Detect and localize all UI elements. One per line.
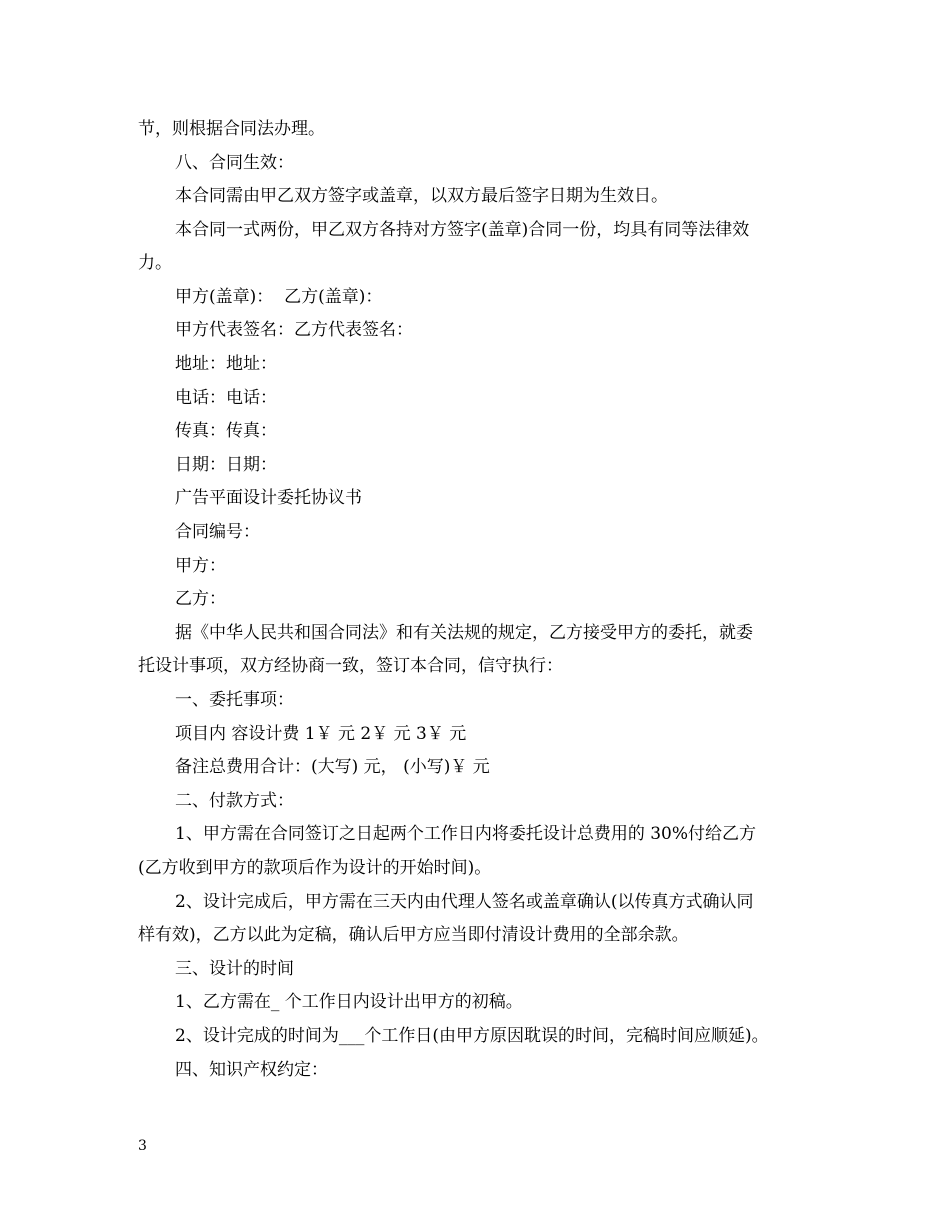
signature-line: 传真：传真： <box>175 421 277 441</box>
paragraph-line: 1、乙方需在_ 个工作日内设计出甲方的初稿。 <box>175 992 523 1012</box>
page-number: 3 <box>138 1138 147 1154</box>
paragraph-line: (乙方收到甲方的款项后作为设计的开始时间)。 <box>138 858 492 878</box>
paragraph-line: 2、设计完成的时间为___个工作日(由甲方原因耽误的时间，完稿时间应顺延)。 <box>175 1026 769 1046</box>
section-heading: 一、委托事项： <box>175 690 294 710</box>
paragraph-line: 托设计事项，双方经协商一致，签订本合同，信守执行： <box>138 656 563 676</box>
party-a-line: 甲方： <box>175 556 226 576</box>
signature-line: 日期：日期： <box>175 455 277 475</box>
signature-line: 地址：地址： <box>175 354 277 374</box>
section-heading: 八、合同生效： <box>175 153 294 173</box>
paragraph-line: 样有效)，乙方以此为定稿，确认后甲方应当即付清设计费用的全部余款。 <box>138 925 689 945</box>
paragraph-line: 据《中华人民共和国合同法》和有关法规的规定，乙方接受甲方的委托，就委 <box>175 623 753 643</box>
paragraph-line: 力。 <box>138 253 172 273</box>
contract-number-line: 合同编号： <box>175 522 260 542</box>
section-heading: 二、付款方式： <box>175 791 294 811</box>
paragraph-line: 2、设计完成后，甲方需在三天内由代理人签名或盖章确认(以传真方式确认同 <box>175 892 754 912</box>
section-heading: 四、知识产权约定： <box>175 1060 328 1080</box>
paragraph-line: 备注总费用合计：(大写) 元， (小写)￥ 元 <box>175 757 490 777</box>
document-title: 广告平面设计委托协议书 <box>175 488 362 508</box>
paragraph-line: 本合同一式两份，甲乙双方各持对方签字(盖章)合同一份，均具有同等法律效 <box>175 220 750 240</box>
paragraph-line: 1、甲方需在合同签订之日起两个工作日内将委托设计总费用的 30%付给乙方 <box>175 824 757 844</box>
paragraph-line: 本合同需由甲乙双方签字或盖章，以双方最后签字日期为生效日。 <box>175 186 668 206</box>
paragraph-line: 节，则根据合同法办理。 <box>138 119 325 139</box>
party-b-line: 乙方： <box>175 589 226 609</box>
signature-line: 甲方代表签名：乙方代表签名： <box>175 320 413 340</box>
section-heading: 三、设计的时间 <box>175 959 294 979</box>
paragraph-line: 项目内 容设计费 1￥ 元 2￥ 元 3￥ 元 <box>175 724 467 744</box>
signature-line: 电话：电话： <box>175 388 277 408</box>
signature-line: 甲方(盖章)： 乙方(盖章)： <box>175 287 383 307</box>
